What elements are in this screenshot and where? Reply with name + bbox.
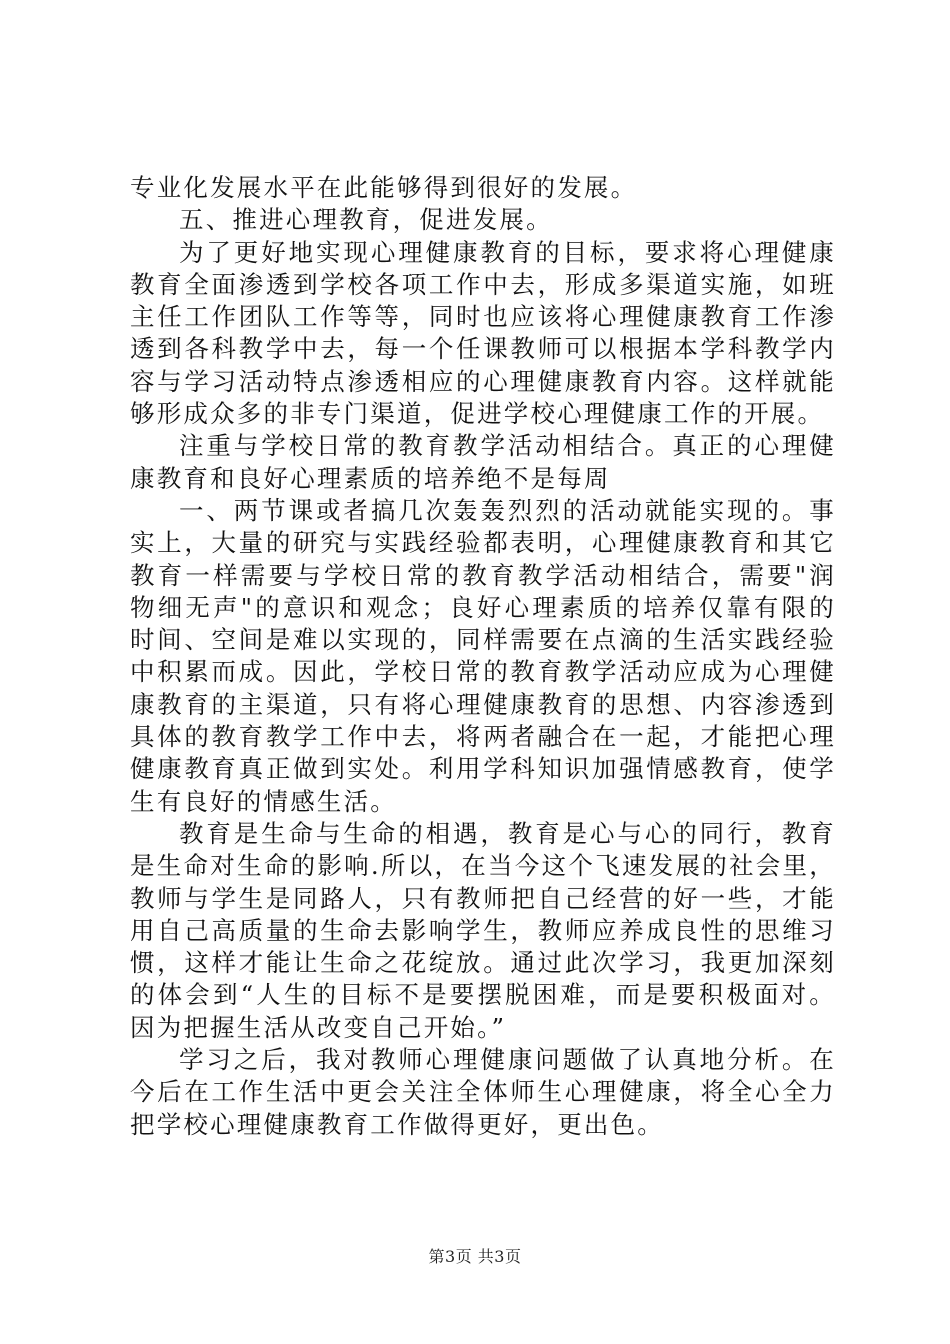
paragraph-7: 学习之后，我对教师心理健康问题做了认真地分析。在今后在工作生活中更会关注全体师生心理健康，将全心全力把学校心理健康教育工作做得更好，更出色。: [130, 1045, 836, 1139]
page-number-footer: 第3页 共3页: [428, 1247, 522, 1266]
document-body: [130, 172, 836, 1141]
paragraph-4: 注重与学校日常的教育教学活动相结合。真正的心理健康教育和良好心理素质的培养绝不是每周: [130, 431, 836, 493]
paragraph-6: 教育是生命与生命的相遇，教育是心与心的同行，教育是生命对生命的影响.所以，在当今这个飞速发展的社会里，教师与学生是同路人，只有教师把自己经营的好一些，才能用自己高质量的生命去影响学生，教师应养成良性的思维习惯，这样才能让生命之花绽放。通过此次学习，我更加深刻的体会到“人生的目标不是要摆脱困难，而是要积极面对。因为把握生活从改变自己开始。”: [130, 818, 836, 1042]
section-heading-five: 五、推进心理教育，促进发展。: [179, 205, 553, 235]
paragraph-1: 专业化发展水平在此能够得到很好的发展。: [130, 173, 638, 202]
paragraph-3: 为了更好地实现心理健康教育的目标，要求将心理健康教育全面渗透到学校各项工作中去，形成多渠道实施，如班主任工作团队工作等等，同时也应该将心理健康教育工作渗透到各科教学中去，每一个任课教师可以根据本学科教学内容与学习活动特点渗透相应的心理健康教育内容。这样就能够形成众多的非专门渠道，促进学校心理健康工作的开展。: [130, 237, 836, 429]
paragraph-5: 一、两节课或者搞几次轰轰烈烈的活动就能实现的。事实上，大量的研究与实践经验都表明，心理健康教育和其它教育一样需要与学校日常的教育教学活动相结合，需要"润物细无声"的意识和观念；良好心理素质的培养仅靠有限的时间、空间是难以实现的，同样需要在点滴的生活实践经验中积累而成。因此，学校日常的教育教学活动应成为心理健康教育的主渠道，只有将心理健康教育的思想、内容渗透到具体的教育教学工作中去，将两者融合在一起，才能把心理健康教育真正做到实处。利用学科知识加强情感教育，使学生有良好的情感生活。: [130, 495, 836, 816]
